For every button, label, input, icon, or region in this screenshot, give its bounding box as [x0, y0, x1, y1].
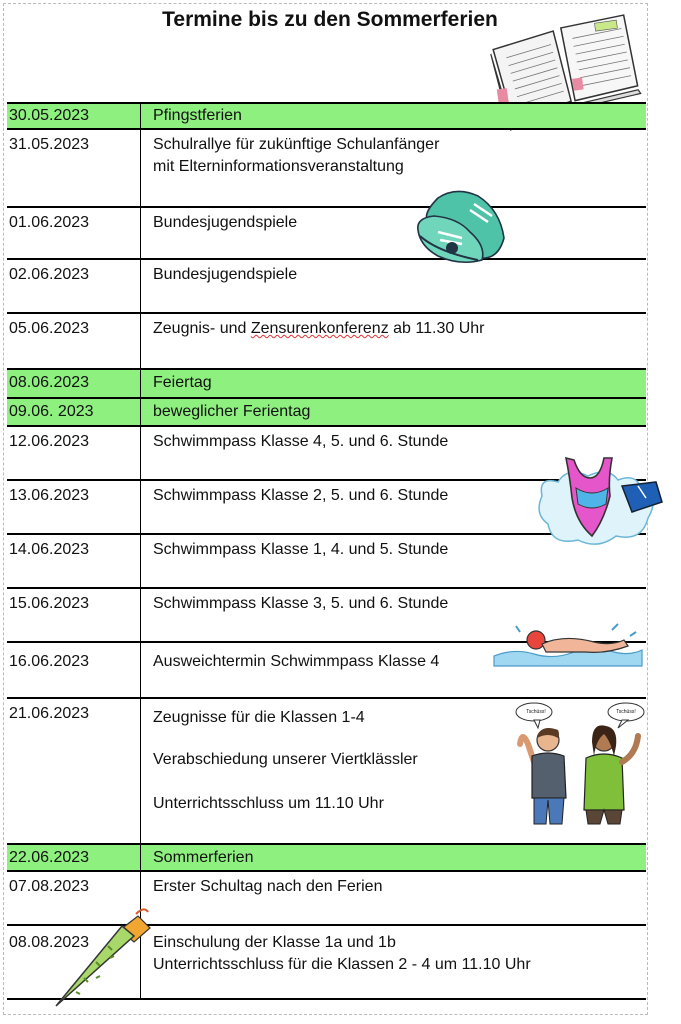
- table-row: [7, 206, 646, 258]
- row-event: Schwimmpass Klasse 2, 5. und 6. Stunde: [153, 487, 449, 504]
- row-event: Einschulung der Klasse 1a und 1b: [153, 934, 396, 951]
- table-row: [7, 368, 646, 397]
- row-event: mit Elterninformationsveranstaltung: [153, 158, 404, 175]
- table-row: [7, 102, 646, 128]
- row-event: Sommerferien: [153, 849, 254, 866]
- table-row: [7, 843, 646, 870]
- row-event: Schwimmpass Klasse 3, 5. und 6. Stunde: [153, 595, 449, 612]
- table-row: [7, 312, 646, 368]
- row-date: 16.06.2023: [9, 653, 90, 670]
- row-date: 12.06.2023: [9, 433, 90, 450]
- row-event: Erster Schultag nach den Ferien: [153, 878, 383, 895]
- speech-bubble-text: Tschüss!: [616, 709, 636, 715]
- row-event: Ausweichtermin Schwimmpass Klasse 4: [153, 653, 440, 670]
- sneakers-icon: [408, 182, 520, 268]
- row-date: 15.06.2023: [9, 595, 90, 612]
- column-divider: [140, 102, 141, 1000]
- row-date: 22.06.2023: [9, 849, 90, 866]
- row-date: 31.05.2023: [9, 136, 90, 153]
- row-event: Verabschiedung unserer Viertklässler: [153, 751, 418, 768]
- row-date: 02.06.2023: [9, 266, 90, 283]
- row-date: 30.05.2023: [9, 107, 90, 124]
- page-title: Termine bis zu den Sommerferien: [162, 8, 498, 31]
- row-date: 07.08.2023: [9, 878, 90, 895]
- row-event: Schulrallye für zukünftige Schulanfänger: [153, 136, 440, 153]
- table-row: [7, 128, 646, 206]
- row-event: Bundesjugendspiele: [153, 266, 298, 283]
- swimmer-icon: [494, 620, 642, 670]
- row-date: 08.08.2023: [9, 934, 90, 951]
- school-cone-icon: [52, 906, 156, 1010]
- row-event: Feiertag: [153, 374, 212, 391]
- waving-children-icon: [512, 700, 654, 828]
- row-event: Pfingstferien: [153, 107, 242, 124]
- row-date: 08.06.2023: [9, 374, 90, 391]
- swimsuit-icon: [538, 446, 672, 552]
- row-event: Zeugnisse für die Klassen 1-4: [153, 709, 365, 726]
- row-date: 14.06.2023: [9, 541, 90, 558]
- speech-bubble-text: Tschüss!: [526, 709, 546, 715]
- table-row: [7, 258, 646, 312]
- row-date: 01.06.2023: [9, 214, 90, 231]
- table-row: [7, 397, 646, 425]
- row-event: Schwimmpass Klasse 4, 5. und 6. Stunde: [153, 433, 449, 450]
- row-date: 21.06.2023: [9, 705, 90, 722]
- row-date: 09.06. 2023: [9, 403, 94, 420]
- row-event: Schwimmpass Klasse 1, 4. und 5. Stunde: [153, 541, 449, 558]
- row-date: 13.06.2023: [9, 487, 90, 504]
- row-event: Zeugnis- und Zensurenkonferenz ab 11.30 Uhr: [153, 320, 485, 337]
- row-date: 05.06.2023: [9, 320, 90, 337]
- row-event: Unterrichtsschluss für die Klassen 2 - 4 um 11.10 Uhr: [153, 956, 531, 973]
- speech-bubble-icon: [516, 703, 644, 728]
- row-event: beweglicher Ferientag: [153, 403, 311, 420]
- row-event: Bundesjugendspiele: [153, 214, 298, 231]
- row-event: Unterrichtsschluss um 11.10 Uhr: [153, 795, 384, 812]
